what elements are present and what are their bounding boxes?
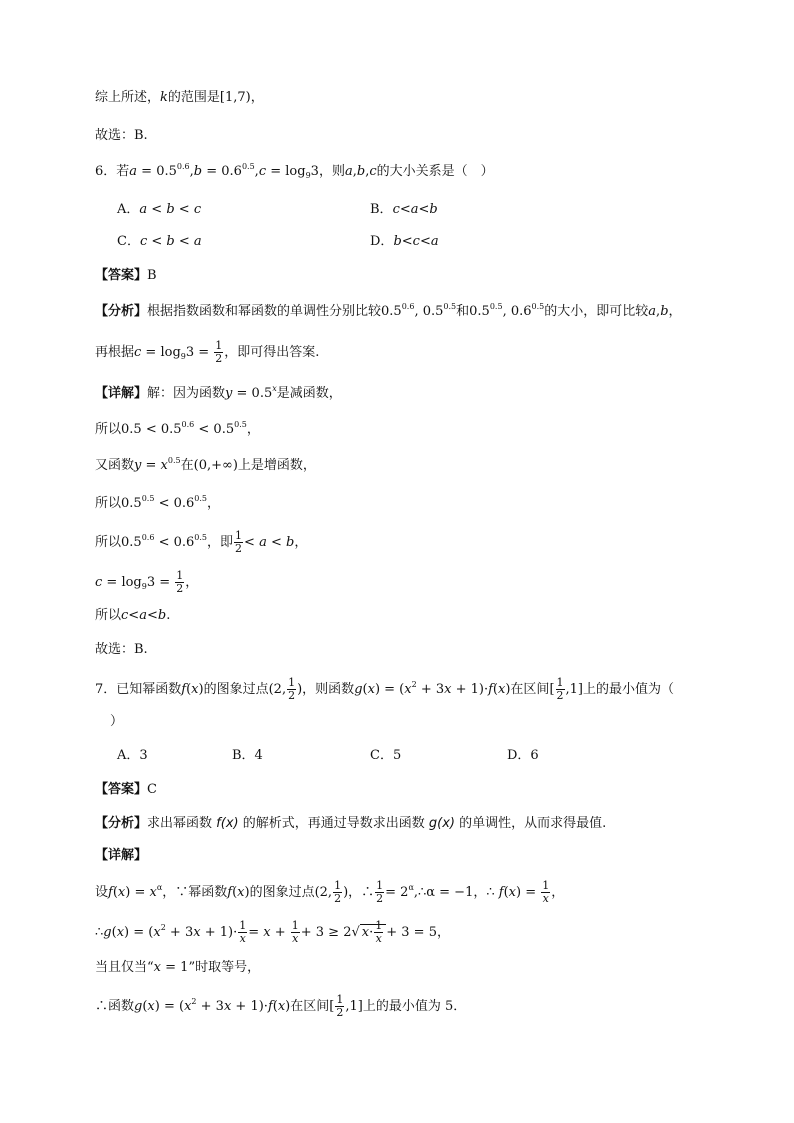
analysis-6-cont: 再根据$c = \log_93$ = $\frac{1}{2}$ ，即可得出答案.: [95, 339, 320, 365]
detail-7-step-4: ∴函数$g(x) = (x^2 + 3x + 1)\cdot f(x)$在区间[ $\frac{1}{2}$ ,1]上的最小值为 5．: [95, 993, 467, 1019]
summary-line: 综上所述，k的范围是[1,7)，: [95, 90, 264, 105]
question-7-close: ）: [110, 714, 124, 729]
detail-7-step-3: 当且仅当“x = 1”时取等号，: [95, 960, 261, 975]
q7-option-c: C．5: [370, 748, 402, 763]
answer-6: 【答案】B: [95, 268, 157, 283]
q6-option-b: B．c<a<b: [370, 202, 438, 217]
step-1: 所以$0.5 < 0.5^{0.6} < 0.5^{0.5}$，: [95, 420, 260, 437]
step-2: 又函数$y = x^{0.5}$在(0,+∞)上是增函数，: [95, 456, 316, 473]
detail-7-step-1: 设$f(x) = x^\alpha$，∵幂函数f(x)的图象过点(2, $\frac{1}{2}$ )，∴ $\frac{1}{2}$ = $2^\alpha,\therefore\alpha = -1$，∴ f(x) = $\frac{1}{x}$ ，: [95, 879, 565, 905]
question-7: 7．已知幂函数f(x)的图象过点(2, $\frac{1}{2}$ )，则函数$g(x) = (x^2 + 3x + 1)\cdot f(x)$在区间[ $\frac{1}{2}$ ,1]上的最小值为（: [95, 676, 675, 702]
step-6: 所以c<a<b.: [95, 608, 171, 623]
choose-line: 故选：B.: [95, 128, 148, 143]
step-4: 所以$0.5^{0.6} < 0.6^{0.5}$，即 $\frac{1}{2}$ < a < b，: [95, 529, 308, 555]
step-3: 所以$0.5^{0.5} < 0.6^{0.5}$，: [95, 494, 221, 511]
q7-option-b: B．4: [232, 748, 263, 763]
q6-option-a: A．a < b < c: [117, 202, 202, 217]
analysis-7: 【分析】求出幂函数 f(x) 的解析式，再通过导数求出函数 g(x) 的单调性，从而求得最值.: [95, 816, 607, 831]
answer-7: 【答案】C: [95, 782, 157, 797]
q6-option-d: D．b<c<a: [370, 234, 439, 249]
analysis-6: 【分析】根据指数函数和幂函数的单调性分别比较$0.5^{0.6}$, $0.5^{0.5}$和$0.5^{0.5}$, $0.6^{0.5}$的大小，即可比较a,b，: [95, 302, 682, 319]
q7-option-d: D．6: [507, 748, 539, 763]
detail-7: 【详解】: [95, 848, 148, 863]
detail-7-step-2: ∴g(x) = $(x^2 + 3x + 1)\cdot$ $\frac{1}{x}$ = x + $\frac{1}{x}$ + 3 ≥ 2√ x· $\frac{1}{x}$ + 3 = 5，: [95, 919, 450, 945]
step-5: $c = \log_93$ = $\frac{1}{2}$ ，: [95, 569, 199, 595]
detail-6: 【详解】解：因为函数$y = 0.5^x$是减函数，: [95, 384, 342, 401]
choose-6: 故选：B.: [95, 642, 148, 657]
q6-option-c: C．c < b < a: [117, 234, 202, 249]
question-6: 6．若$a = 0.5^{0.6},b = 0.6^{0.5},c = \log_93$，则a,b,c的大小关系是（ ）: [95, 162, 494, 180]
q7-option-a: A．3: [117, 748, 148, 763]
